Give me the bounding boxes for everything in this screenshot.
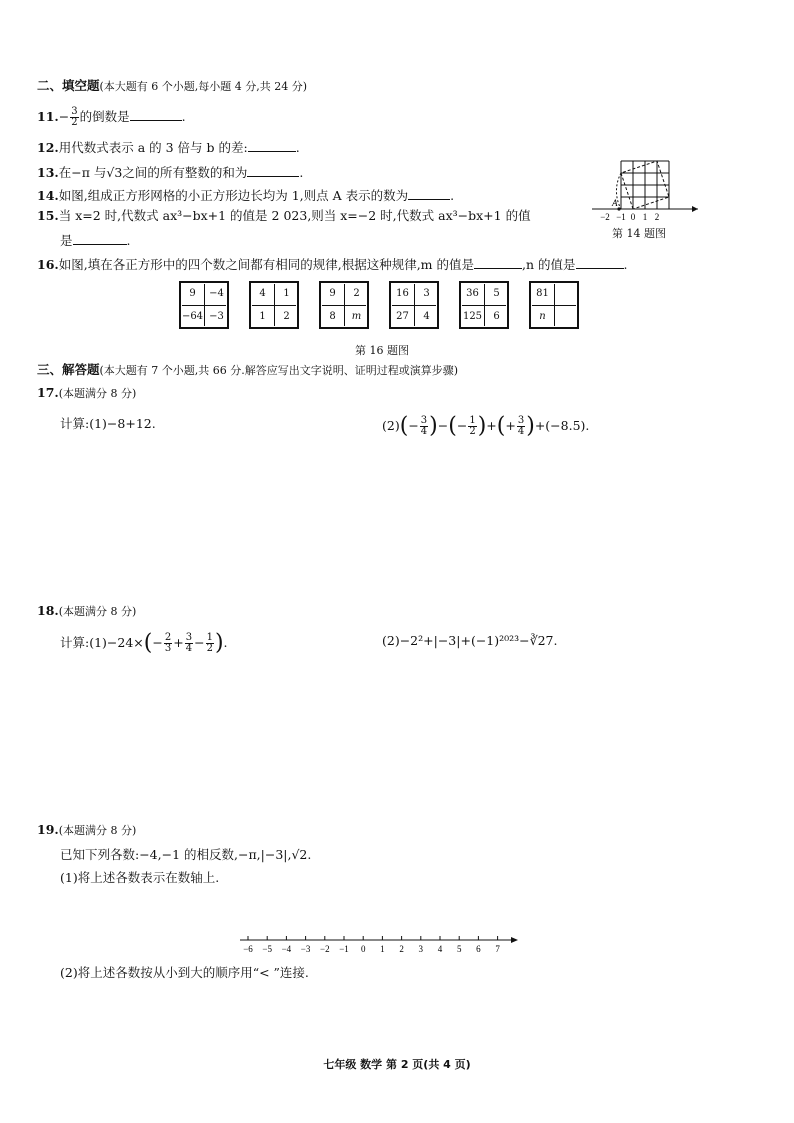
square-cell [555, 283, 578, 305]
puzzle-square [459, 281, 509, 329]
q14-text: 如图,组成正方形网格的小正方形边长均为 1,则点 A 表示的数为 [58, 188, 409, 203]
q18-part2: (2)−2²+|−3|+(−1)²⁰²³−∛27. [382, 633, 558, 648]
figure-16-caption: 第 16 题图 [355, 344, 409, 357]
q18-frac-num: 2 [164, 632, 172, 643]
section3-note: (本大题有 7 个小题,共 66 分.解答应写出文字说明、证明过程或演算步骤) [99, 364, 459, 377]
q17-frac-num: 3 [517, 415, 525, 426]
q14-end: . [450, 188, 455, 203]
q17-score: (本题满分 8 分) [58, 387, 137, 400]
square-cell: n [539, 311, 546, 322]
square-cell: 4 [259, 288, 266, 299]
square-cell [555, 306, 578, 328]
section2-note: (本大题有 6 个小题,每小题 4 分,共 24 分) [99, 80, 308, 93]
puzzle-square [249, 281, 299, 329]
question-18-header [37, 603, 136, 620]
q11-number: 11. [37, 109, 59, 124]
q12-answer-blank[interactable] [248, 139, 296, 152]
fig14-label-A: A [612, 198, 618, 208]
q19-number: 19. [37, 822, 59, 837]
q13-number: 13. [37, 165, 59, 180]
fig14-tick-label: −2 [600, 212, 610, 222]
q15-answer-blank[interactable] [73, 232, 127, 245]
square-cell: 9 [329, 288, 336, 299]
square-cell: 27 [396, 311, 409, 322]
q15-end: . [126, 233, 131, 248]
puzzle-square [529, 281, 579, 329]
number-line-label: 0 [360, 944, 366, 954]
q16-n-blank[interactable] [576, 256, 624, 269]
square-cell: 9 [189, 288, 196, 299]
q15-text: 当 x=2 时,代数式 ax³−bx+1 的值是 2 023,则当 x=−2 时,代数式 ax³−bx+1 的值 [58, 208, 531, 223]
q17-frac-num: 3 [420, 415, 428, 426]
q13-text: 在−π 与√3之间的所有整数的和为 [58, 165, 248, 180]
fig14-tick-label: −1 [616, 212, 626, 222]
question-15 [37, 208, 531, 224]
q17-part1: 计算:(1)−8+12. [60, 416, 156, 431]
q11-minus: − [58, 109, 70, 124]
square-cell: 16 [396, 288, 409, 299]
q16-end: . [623, 257, 628, 272]
square-cell: 3 [423, 288, 430, 299]
number-line-label: 6 [476, 944, 481, 954]
square-cell: 6 [493, 311, 500, 322]
question-11 [37, 107, 186, 128]
q17-frac-den: 2 [469, 426, 476, 437]
q17-p2-tail: +(−8.5). [534, 418, 590, 433]
square-cell: 1 [259, 311, 266, 322]
q12-number: 12. [37, 140, 59, 155]
question-17-header [37, 385, 136, 402]
q11-fraction [70, 107, 78, 128]
q16-text: 如图,填在各正方形中的四个数之间都有相同的规律,根据这种规律,m 的值是 [58, 257, 474, 272]
square-cell: −64 [181, 311, 204, 322]
q12-end: . [295, 140, 300, 155]
square-cell: 8 [329, 311, 336, 322]
q11-frac-num: 3 [71, 106, 78, 117]
puzzle-square [179, 281, 229, 329]
q16-m-blank[interactable] [474, 256, 522, 269]
q14-answer-blank[interactable] [408, 187, 450, 200]
q19-task1: (1)将上述各数表示在数轴上. [60, 870, 220, 885]
number-line-label: −3 [300, 944, 311, 954]
number-line-label: 1 [380, 944, 385, 954]
q15-text2: 是 [60, 233, 73, 248]
puzzle-square [389, 281, 439, 329]
square-cell: 36 [466, 288, 479, 299]
fig14-tick-label: 1 [642, 212, 648, 222]
q18-score: (本题满分 8 分) [58, 605, 137, 618]
number-line-label: −6 [243, 944, 253, 954]
fig14-point-A [617, 207, 620, 210]
q17-number: 17. [37, 385, 59, 400]
question-13 [37, 164, 303, 181]
number-line-label: −2 [320, 944, 330, 954]
q14-number: 14. [37, 188, 59, 203]
q18-frac-den: 3 [164, 643, 172, 654]
q17-frac-den: 4 [420, 426, 428, 437]
square-cell: −4 [209, 288, 224, 299]
q16-mid: ,n 的值是 [522, 257, 576, 272]
q11-text: 的倒数是 [79, 109, 130, 124]
question-15-line2 [60, 232, 131, 249]
q17-p2-prefix: (2) [382, 418, 400, 433]
figure-14 [592, 158, 702, 230]
q19-number-line [236, 932, 522, 958]
q19-given-numbers: 已知下列各数:−4,−1 的相反数,−π,|−3|,√2. [60, 847, 312, 862]
question-19-header [37, 822, 136, 839]
q15-number: 15. [37, 208, 59, 223]
q18-frac-num: 3 [185, 632, 193, 643]
square-cell: −3 [209, 311, 224, 322]
number-line-label: −4 [281, 944, 292, 954]
section2-title: 二、填空题 [37, 78, 100, 93]
fig14-axis-arrow [692, 206, 698, 212]
page-footer: 七年级 数学 第 2 页(共 4 页) [323, 1058, 471, 1071]
number-line-label: 7 [495, 944, 500, 954]
q17-part2: (2)(− $\frac{3}{4}$ )−(− $\frac{1}{2}$ )+(+ $\frac{3}{4}$ )+(−8.5). [382, 413, 590, 439]
question-14 [37, 187, 454, 204]
number-line-label: 3 [418, 944, 424, 954]
q17-frac-num: 1 [469, 415, 476, 426]
square-cell: 1 [283, 288, 290, 299]
number-line-label: −1 [339, 944, 349, 954]
question-12 [37, 139, 300, 156]
q11-end: . [181, 109, 186, 124]
q18-p1-end: . [223, 635, 228, 650]
q11-frac-den: 2 [71, 117, 78, 128]
q19-task2: (2)将上述各数按从小到大的顺序用“< ”连接. [60, 965, 309, 980]
number-line-label: −5 [262, 944, 272, 954]
q13-answer-blank[interactable] [247, 164, 299, 177]
square-cell: 5 [493, 288, 500, 299]
figure-14-caption: 第 14 题图 [612, 227, 666, 240]
fig14-tick-label: 0 [630, 212, 636, 222]
square-cell: 2 [353, 288, 360, 299]
q18-number: 18. [37, 603, 59, 618]
number-line-label: 4 [437, 944, 443, 954]
q18-p1-prefix: 计算:(1)−24× [60, 635, 144, 650]
q11-answer-blank[interactable] [130, 108, 182, 121]
q19-score: (本题满分 8 分) [58, 824, 137, 837]
number-line-label: 5 [456, 944, 462, 954]
q18-frac-den: 4 [185, 643, 193, 654]
number-line-label: 2 [399, 944, 404, 954]
q18-frac-num: 1 [206, 632, 213, 643]
square-cell: 125 [462, 311, 483, 322]
q18-part1: 计算:(1)−24×(− $\frac{2}{3}$ + $\frac{3}{4}$ − $\frac{1}{2}$ ). [60, 630, 228, 656]
puzzle-square [319, 281, 369, 329]
section2-header [37, 78, 307, 95]
q12-text: 用代数式表示 a 的 3 倍与 b 的差: [58, 140, 248, 155]
question-16 [37, 256, 627, 273]
fig14-tick-label: 2 [654, 212, 660, 222]
square-cell: 2 [283, 311, 290, 322]
q17-frac-den: 4 [517, 426, 525, 437]
section3-header [37, 362, 458, 379]
section3-title: 三、解答题 [37, 362, 100, 377]
q16-number: 16. [37, 257, 59, 272]
number-line-arrow [511, 937, 518, 943]
square-cell: 81 [536, 288, 549, 299]
q13-end: . [299, 165, 304, 180]
square-cell: m [351, 311, 362, 322]
square-cell: 4 [423, 311, 430, 322]
q18-frac-den: 2 [206, 643, 213, 654]
